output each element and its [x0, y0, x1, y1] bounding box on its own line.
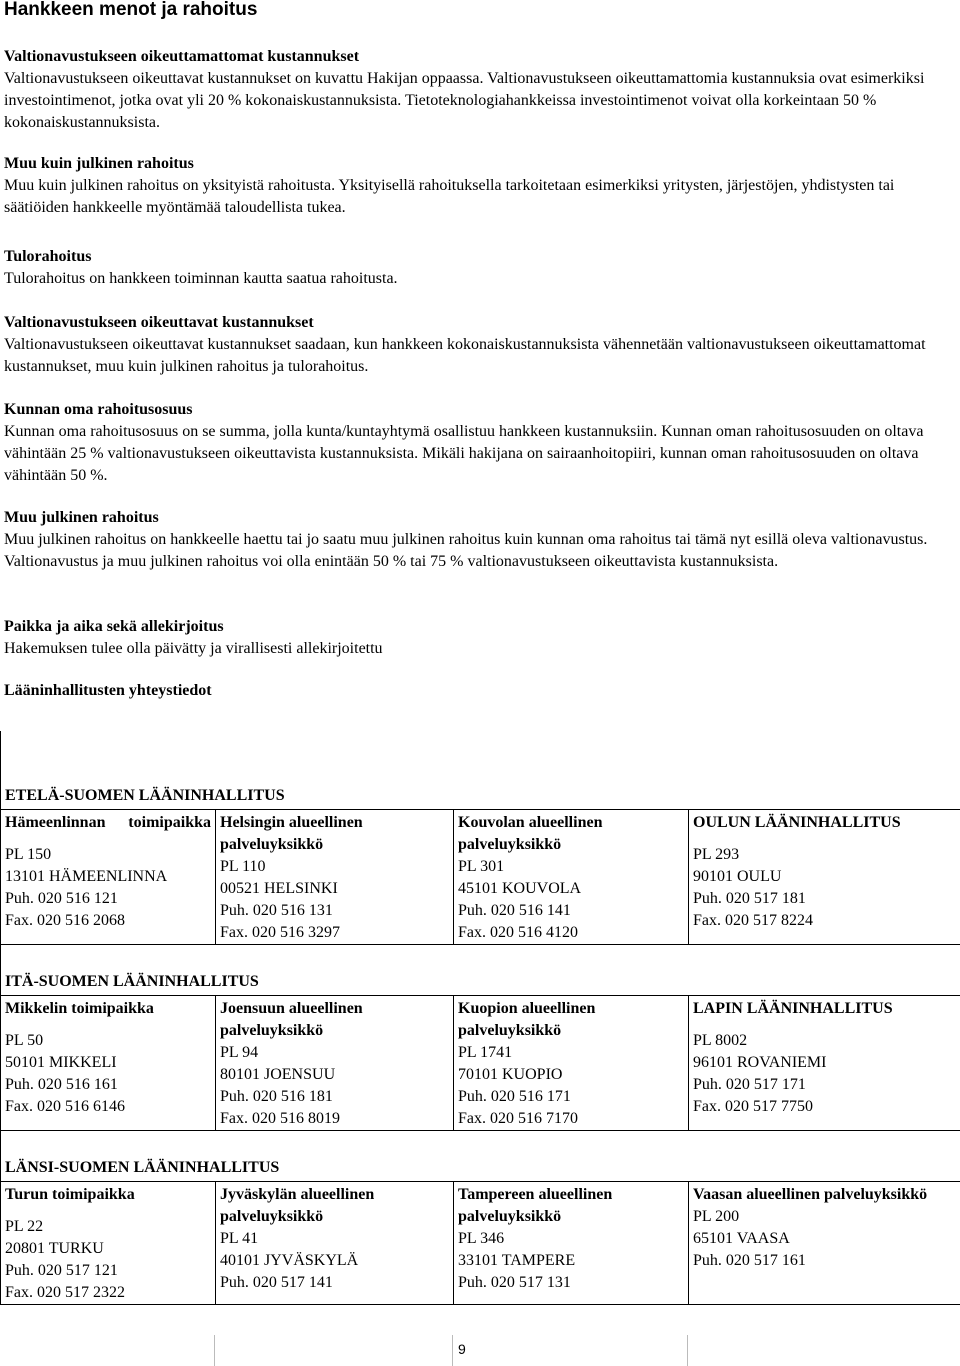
office-line: PL 346	[458, 1230, 505, 1247]
office-line: 45101 KOUVOLA	[458, 880, 582, 897]
office-line: PL 8002	[693, 1032, 748, 1049]
contact-cell	[454, 996, 689, 1131]
section-heading: Muu kuin julkinen rahoitus	[4, 155, 194, 172]
office-line: Fax. 020 516 4120	[458, 924, 578, 941]
column-divider	[687, 1335, 688, 1366]
office-line: Fax. 020 516 3297	[220, 924, 340, 941]
section-text: Valtionavustukseen oikeuttavat kustannukset saadaan, kun hankkeen kokonaiskustannuksista vähennetään valtionavustukseen oikeuttamattomat kustannukset, muu kuin julkinen rahoitus ja tulorahoitus.	[4, 336, 926, 375]
office-line: 80101 JOENSUU	[220, 1066, 336, 1083]
office-line: Puh. 020 516 141	[458, 902, 571, 919]
section-text: Tulorahoitus on hankkeen toiminnan kautta saatua rahoitusta.	[4, 270, 398, 287]
contacts-heading: Lääninhallitusten yhteystiedot	[4, 682, 212, 699]
office-line: 00521 HELSINKI	[220, 880, 338, 897]
table-row	[1, 810, 960, 945]
office-line: Puh. 020 516 121	[5, 890, 118, 907]
office-name: Hämeenlinnan toimipaikka	[5, 814, 211, 831]
office-line: 20801 TURKU	[5, 1240, 104, 1257]
office-name: OULUN LÄÄNINHALLITUS	[693, 814, 901, 831]
section-text: Muu julkinen rahoitus on hankkeelle haettu tai jo saatu muu julkinen rahoitus kuin kunnan oma rahoitus tai tämä nyt esillä oleva valtionavustus. Valtionavustus ja muu julkinen rahoitus voi olla enintään 50 % tai 75 % valtionavustukseen oikeuttavista kustannuksista.	[4, 531, 928, 570]
office-line: 33101 TAMPERE	[458, 1252, 576, 1269]
office-line: 90101 OULU	[693, 868, 782, 885]
region-heading: LÄNSI-SUOMEN LÄÄNINHALLITUS	[1, 1131, 960, 1182]
office-line: Fax. 020 516 6146	[5, 1098, 125, 1115]
section-oikeuttamattomat	[4, 46, 944, 134]
contact-cell	[1, 1182, 216, 1305]
section-tulorahoitus	[4, 246, 944, 290]
office-line: PL 50	[5, 1032, 44, 1049]
office-name: Helsingin alueellinen palveluyksikkö	[220, 814, 363, 853]
office-name: Mikkelin toimipaikka	[5, 1000, 154, 1017]
office-line: Fax. 020 517 8224	[693, 912, 813, 929]
section-heading: Muu julkinen rahoitus	[4, 509, 159, 526]
office-name: Jyväskylän alueellinen palveluyksikkö	[220, 1186, 375, 1225]
contact-cell	[1, 810, 216, 945]
contact-cell	[216, 1182, 454, 1305]
office-line: 65101 VAASA	[693, 1230, 790, 1247]
region-heading: ETELÄ-SUOMEN LÄÄNINHALLITUS	[1, 731, 960, 810]
column-divider	[452, 1335, 453, 1366]
section-text: Hakemuksen tulee olla päivätty ja virallisesti allekirjoitettu	[4, 640, 383, 657]
section-heading: Kunnan oma rahoitusosuus	[4, 401, 193, 418]
office-line: Puh. 020 517 161	[693, 1252, 806, 1269]
contact-cell	[689, 810, 960, 945]
office-line: Fax. 020 517 7750	[693, 1098, 813, 1115]
office-name: LAPIN LÄÄNINHALLITUS	[693, 1000, 893, 1017]
office-name: Tampereen alueellinen palveluyksikkö	[458, 1186, 613, 1225]
office-line: Puh. 020 516 181	[220, 1088, 333, 1105]
office-line: Puh. 020 516 131	[220, 902, 333, 919]
office-line: PL 293	[693, 846, 740, 863]
office-line: PL 22	[5, 1218, 44, 1235]
section-kunnan-oma	[4, 399, 944, 487]
section-heading: Valtionavustukseen oikeuttamattomat kustannukset	[4, 48, 360, 65]
section-heading: Tulorahoitus	[4, 248, 92, 265]
office-line: PL 41	[220, 1230, 259, 1247]
contact-cell	[454, 1182, 689, 1305]
office-name: Joensuun alueellinen palveluyksikkö	[220, 1000, 363, 1039]
contact-cell	[216, 810, 454, 945]
table-bottom-strip	[0, 1335, 960, 1366]
office-name: Kouvolan alueellinen palveluyksikkö	[458, 814, 603, 853]
office-name: Turun toimipaikka	[5, 1186, 135, 1203]
section-text: Muu kuin julkinen rahoitus on yksityistä rahoitusta. Yksityisellä rahoituksella tarkoitetaan esimerkiksi yritysten, järjestöjen, yhdistysten tai säätiöiden hankkeelle myöntämää taloudellista tukea.	[4, 177, 895, 216]
office-line: Fax. 020 516 2068	[5, 912, 125, 929]
office-line: PL 1741	[458, 1044, 513, 1061]
contacts-section	[4, 680, 944, 702]
office-line: Puh. 020 517 121	[5, 1262, 118, 1279]
office-line: PL 200	[693, 1208, 740, 1225]
region-heading: ITÄ-SUOMEN LÄÄNINHALLITUS	[1, 945, 960, 996]
page-title: Hankkeen menot ja rahoitus	[4, 0, 258, 20]
office-line: Puh. 020 517 171	[693, 1076, 806, 1093]
office-name: Vaasan alueellinen palveluyksikkö	[693, 1186, 928, 1203]
office-line: Fax. 020 516 8019	[220, 1110, 340, 1127]
contact-cell	[454, 810, 689, 945]
page-number: 9	[458, 1341, 466, 1357]
office-line: Fax. 020 516 7170	[458, 1110, 578, 1127]
section-text: Valtionavustukseen oikeuttavat kustannukset on kuvattu Hakijan oppaassa. Valtionavustukseen oikeuttamattomia kustannuksia ovat esimerkiksi investointimenot, jotka ovat yli 20 % kokonaiskustannuksista. Tietoteknologiahankkeissa investointimenot voivat olla korkeintaan 50 % kokonaiskustannuksista.	[4, 70, 925, 131]
section-heading: Paikka ja aika sekä allekirjoitus	[4, 618, 224, 635]
section-text: Kunnan oma rahoitusosuus on se summa, jolla kunta/kuntayhtymä osallistuu hankkeen kustannuksiin. Kunnan oman rahoitusosuuden on oltava vähintään 25 % valtionavustukseen oikeuttavista kustannuksista. Mikäli hakijana on sairaanhoitopiiri, kunnan oman rahoitusosuuden on oltava vähintään 50 %.	[4, 423, 924, 484]
contact-cell	[216, 996, 454, 1131]
section-heading: Valtionavustukseen oikeuttavat kustannukset	[4, 314, 314, 331]
section-muu-kuin-julkinen	[4, 153, 944, 219]
office-line: PL 301	[458, 858, 505, 875]
table-row	[1, 1182, 960, 1305]
office-line: Puh. 020 516 171	[458, 1088, 571, 1105]
office-line: PL 94	[220, 1044, 259, 1061]
section-oikeuttavat	[4, 312, 944, 378]
column-divider	[214, 1335, 215, 1366]
office-line: PL 150	[5, 846, 52, 863]
office-line: PL 110	[220, 858, 266, 875]
office-line: Puh. 020 517 141	[220, 1274, 333, 1291]
office-line: 96101 ROVANIEMI	[693, 1054, 827, 1071]
contact-cell	[1, 996, 216, 1131]
contacts-table	[0, 731, 960, 1305]
contact-cell	[689, 996, 960, 1131]
section-muu-julkinen	[4, 507, 944, 573]
office-line: 40101 JYVÄSKYLÄ	[220, 1252, 359, 1269]
section-allekirjoitus	[4, 616, 944, 660]
office-line: Puh. 020 517 181	[693, 890, 806, 907]
office-line: 70101 KUOPIO	[458, 1066, 563, 1083]
table-row	[1, 996, 960, 1131]
office-line: 13101 HÄMEENLINNA	[5, 868, 168, 885]
office-line: Puh. 020 516 161	[5, 1076, 118, 1093]
office-name: Kuopion alueellinen palveluyksikkö	[458, 1000, 596, 1039]
contact-cell	[689, 1182, 960, 1305]
office-line: 50101 MIKKELI	[5, 1054, 117, 1071]
office-line: Fax. 020 517 2322	[5, 1284, 125, 1301]
office-line: Puh. 020 517 131	[458, 1274, 571, 1291]
